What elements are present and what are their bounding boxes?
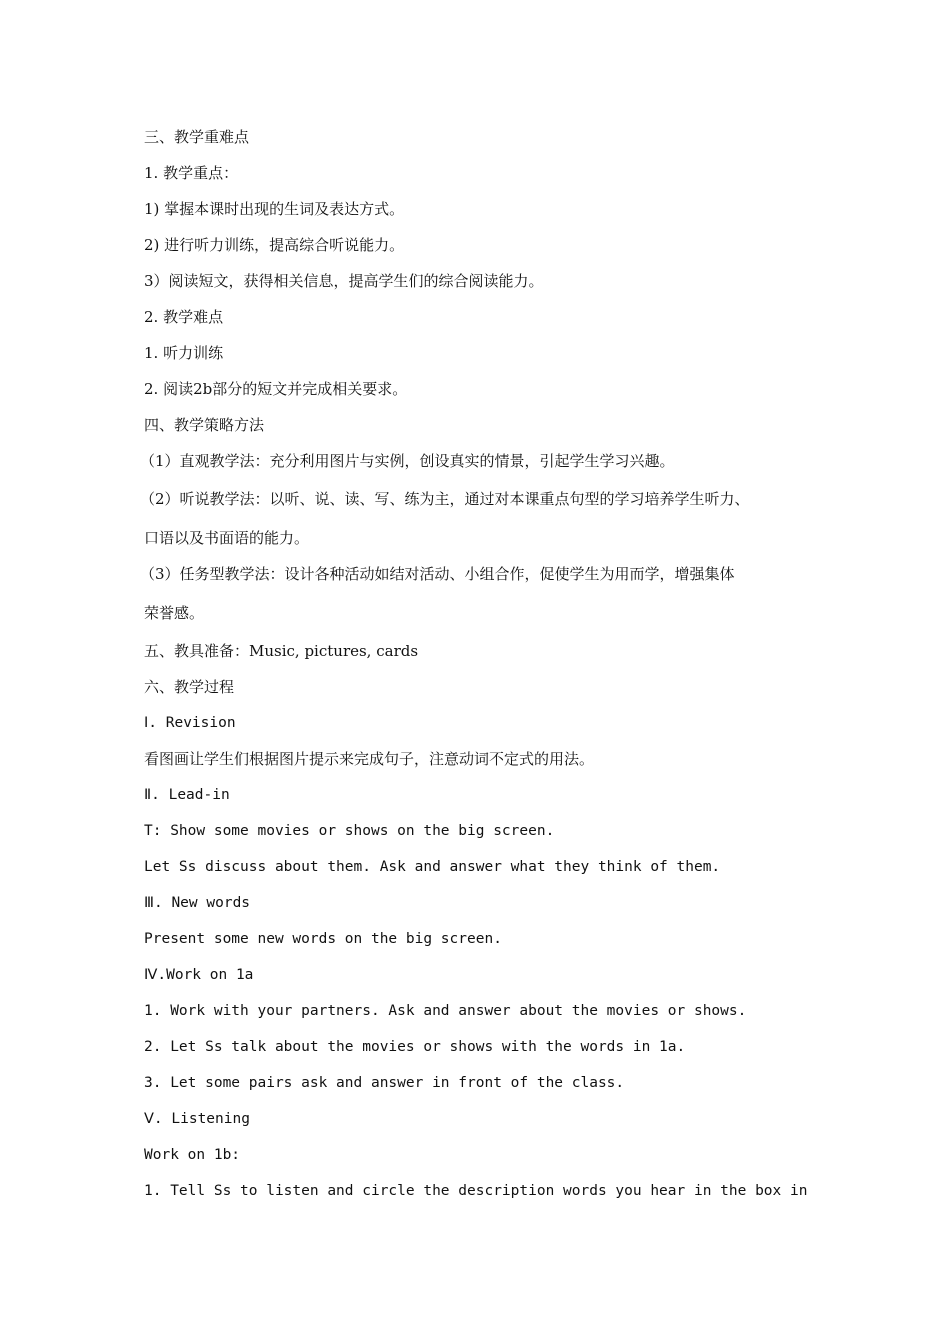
paragraph-line: T: Show some movies or shows on the big screen. bbox=[144, 823, 555, 839]
paragraph-line: Let Ss discuss about them. Ask and answer what they think of them. bbox=[144, 859, 721, 875]
section-heading-strategies: 四、教学策略方法 bbox=[144, 416, 265, 434]
subheading-teaching-difficulty: 2. 教学难点 bbox=[144, 308, 224, 326]
paragraph-line: （2）听说教学法：以听、说、读、写、练为主，通过对本课重点句型的学习培养学生听力、 bbox=[140, 490, 750, 508]
list-item: 2. 阅读2b部分的短文并完成相关要求。 bbox=[144, 380, 408, 398]
list-item: 1. Work with your partners. Ask and answer about the movies or shows. bbox=[144, 1003, 747, 1019]
list-item: 3）阅读短文，获得相关信息，提高学生们的综合阅读能力。 bbox=[144, 272, 544, 290]
step-heading-lead-in: Ⅱ. Lead-in bbox=[144, 787, 230, 803]
paragraph-line: 荣誉感。 bbox=[144, 604, 205, 622]
subheading-teaching-focus: 1. 教学重点： bbox=[144, 164, 239, 182]
step-heading-work-on-1a: Ⅳ.Work on 1a bbox=[144, 967, 254, 983]
step-heading-listening: Ⅴ. Listening bbox=[144, 1111, 250, 1127]
list-item: 1. Tell Ss to listen and circle the description words you hear in the box in bbox=[144, 1183, 808, 1199]
paragraph-line: 看图画让学生们根据图片提示来完成句子，注意动词不定式的用法。 bbox=[144, 750, 595, 768]
section-heading-procedure: 六、教学过程 bbox=[144, 678, 235, 696]
paragraph-line: 口语以及书面语的能力。 bbox=[144, 529, 310, 547]
subheading-work-on-1b: Work on 1b: bbox=[144, 1147, 241, 1163]
step-heading-revision: Ⅰ. Revision bbox=[144, 715, 236, 731]
paragraph-line: Present some new words on the big screen. bbox=[144, 931, 502, 947]
step-heading-new-words: Ⅲ. New words bbox=[144, 895, 251, 911]
list-item: 1) 掌握本课时出现的生词及表达方式。 bbox=[144, 200, 405, 218]
list-item: 3. Let some pairs ask and answer in front of the class. bbox=[144, 1075, 625, 1091]
section-heading-materials: 五、教具准备：Music, pictures, cards bbox=[144, 642, 419, 660]
section-heading-key-points: 三、教学重难点 bbox=[144, 128, 250, 146]
list-item: 1. 听力训练 bbox=[144, 344, 224, 362]
paragraph-line: （3）任务型教学法：设计各种活动如结对活动、小组合作，促使学生为用而学，增强集体 bbox=[140, 565, 735, 583]
list-item: 2. Let Ss talk about the movies or shows with the words in 1a. bbox=[144, 1039, 686, 1055]
paragraph-line: （1）直观教学法：充分利用图片与实例，创设真实的情景，引起学生学习兴趣。 bbox=[140, 452, 675, 470]
list-item: 2) 进行听力训练，提高综合听说能力。 bbox=[144, 236, 405, 254]
